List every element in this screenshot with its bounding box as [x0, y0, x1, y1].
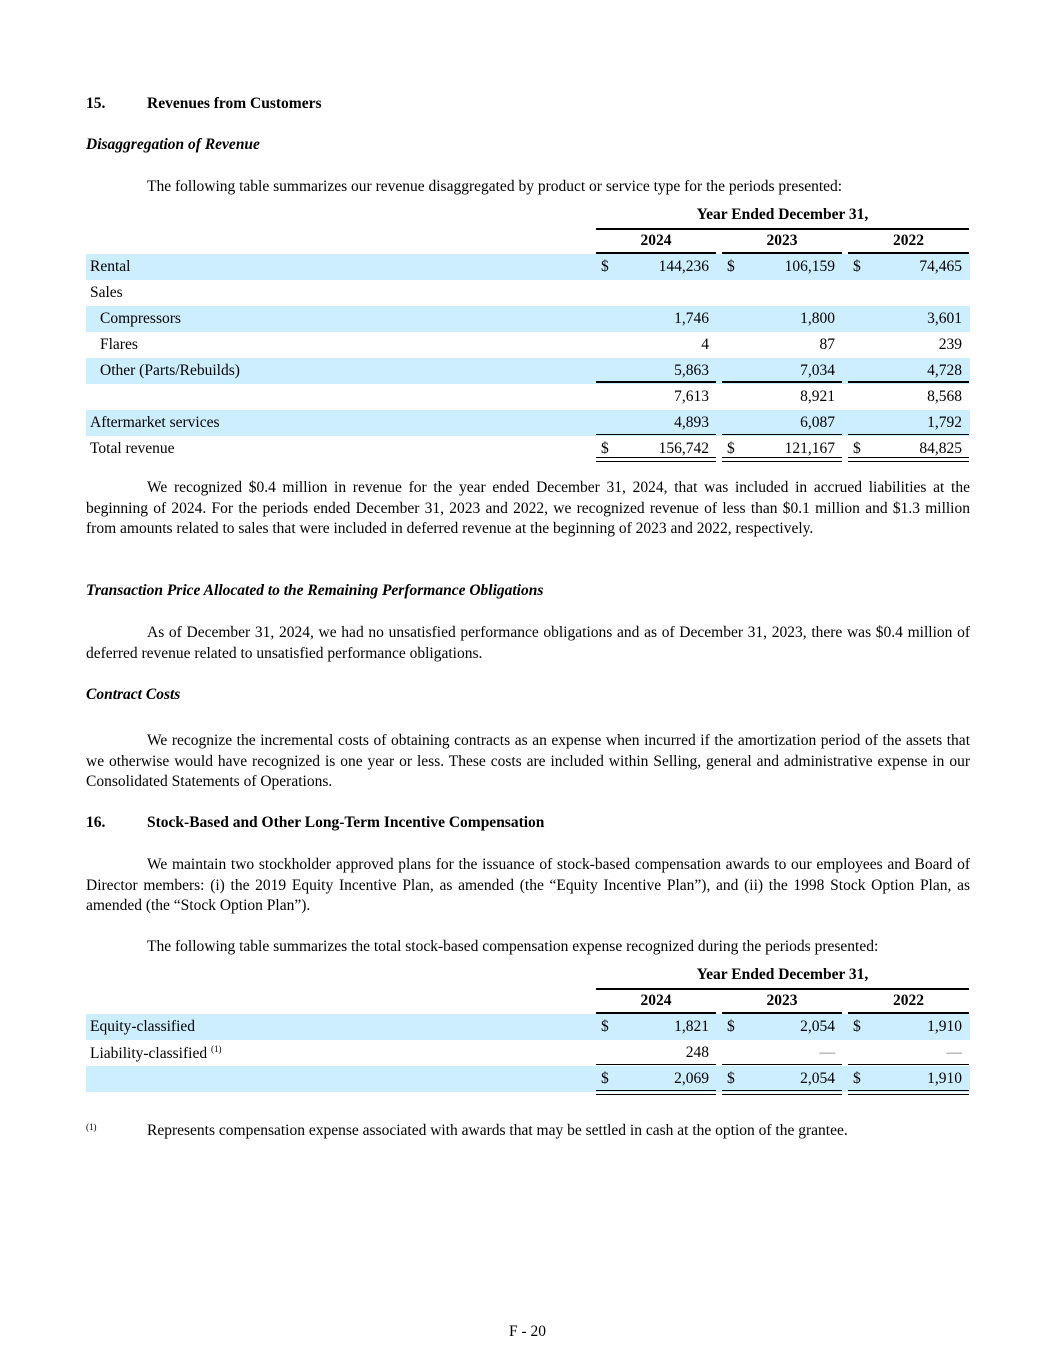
year-header: 2024 — [640, 232, 672, 249]
row-label: Rental — [90, 258, 131, 275]
currency-symbol: $ — [853, 440, 861, 457]
total-rule — [722, 434, 842, 435]
double-rule — [722, 1090, 842, 1095]
table-row — [86, 306, 970, 332]
table-row-subtotal — [86, 384, 970, 410]
page-number: F - 20 — [508, 1323, 547, 1340]
row-label: Liability-classified — [90, 1045, 208, 1063]
contract-costs-paragraph: We recognize the incremental costs of obtaining contracts as an expense when incurred if the amortization period of the assets that we otherwise would have recognized is one year or less. These costs are included within Selling, general and administrative expense in our Consolidated Statements of Operations. — [86, 732, 970, 790]
cell-value: 1,792 — [927, 414, 962, 431]
cell-value: 7,613 — [674, 388, 709, 405]
cell-value: 4 — [701, 336, 709, 353]
currency-symbol: $ — [727, 1018, 735, 1035]
total-rule — [596, 1064, 716, 1065]
currency-symbol: $ — [853, 258, 861, 275]
cell-value: 4,893 — [674, 414, 709, 431]
cell-value: 7,034 — [800, 362, 835, 379]
row-label: Aftermarket services — [90, 414, 220, 431]
double-rule — [596, 457, 716, 462]
table-row — [86, 254, 970, 280]
footnote-ref: (1) — [210, 1044, 222, 1054]
currency-symbol: $ — [727, 440, 735, 457]
row-label: Other (Parts/Rebuilds) — [100, 362, 240, 379]
total-rule — [848, 1064, 969, 1065]
cell-value: 144,236 — [658, 258, 709, 275]
revenue-table-intro: The following table summarizes our revenue disaggregated by product or service type for the periods presented: — [147, 178, 843, 195]
currency-symbol: $ — [601, 258, 609, 275]
section-15-number: 15. — [86, 95, 106, 112]
section-16-number: 16. — [86, 814, 106, 831]
currency-symbol: $ — [727, 1070, 735, 1087]
total-rule — [596, 434, 716, 435]
period-header: Year Ended December 31, — [696, 966, 869, 983]
cell-value: 74,465 — [919, 258, 962, 275]
cell-value: 1,910 — [927, 1070, 962, 1087]
cell-value: 248 — [685, 1044, 709, 1061]
year-header: 2023 — [766, 992, 798, 1009]
row-label: Equity-classified — [90, 1018, 196, 1035]
subtotal-rule — [596, 381, 716, 383]
year-header: 2022 — [893, 992, 924, 1009]
row-label-wrap — [90, 1044, 221, 1063]
cell-value: 1,746 — [674, 310, 709, 327]
period-header: Year Ended December 31, — [696, 206, 869, 223]
footnote-text: Represents compensation expense associated with awards that may be settled in cash at the option of the grantee. — [147, 1122, 848, 1139]
currency-symbol: $ — [727, 258, 735, 275]
cell-value: 6,087 — [800, 414, 835, 431]
currency-symbol: $ — [601, 440, 609, 457]
currency-symbol: $ — [601, 1070, 609, 1087]
row-label: Sales — [90, 284, 123, 301]
header-rule — [596, 228, 969, 230]
contract-costs-heading: Contract Costs — [86, 686, 181, 703]
cell-value: 239 — [938, 336, 962, 353]
header-rule — [596, 988, 969, 990]
row-label: Total revenue — [90, 440, 175, 457]
cell-value: 3,601 — [927, 310, 962, 327]
subtotal-rule — [722, 381, 842, 383]
cell-value: 2,054 — [800, 1018, 835, 1035]
double-rule — [848, 1090, 969, 1095]
year-header: 2023 — [766, 232, 798, 249]
double-rule — [596, 1090, 716, 1095]
table-row-total — [86, 1066, 970, 1092]
currency-symbol: $ — [853, 1018, 861, 1035]
compensation-table-intro: The following table summarizes the total stock-based compensation expense recognized during the periods presented: — [147, 938, 879, 955]
cell-value: — — [946, 1044, 962, 1061]
cell-value: 156,742 — [658, 440, 709, 457]
row-label: Compressors — [100, 310, 181, 327]
total-rule — [722, 1064, 842, 1065]
double-rule — [722, 457, 842, 462]
disaggregation-heading: Disaggregation of Revenue — [86, 136, 260, 153]
subtotal-rule — [848, 381, 969, 383]
cell-value: 1,910 — [927, 1018, 962, 1035]
cell-value: 8,568 — [927, 388, 962, 405]
table-row — [86, 332, 970, 358]
table-row — [86, 410, 970, 436]
year-header: 2024 — [640, 992, 672, 1009]
cell-value: 1,821 — [674, 1018, 709, 1035]
cell-value: 84,825 — [919, 440, 962, 457]
footnote-mark: (1) — [86, 1122, 97, 1132]
performance-obligations-paragraph: As of December 31, 2024, we had no unsatisfied performance obligations and as of December 31, 2023, there was $0.4 million of deferred revenue related to unsatisfied performance obligations. — [86, 624, 970, 662]
cell-value: 5,863 — [674, 362, 709, 379]
cell-value: 2,069 — [674, 1070, 709, 1087]
revenue-recognized-paragraph: We recognized $0.4 million in revenue for the year ended December 31, 2024, that was included in accrued liabilities at the beginning of 2024. For the periods ended December 31, 2023 and 2022, we recognized revenue of less than $0.1 million and $1.3 million from amounts related to sales that were included in deferred revenue at the beginning of 2023 and 2022, respectively. — [86, 479, 970, 537]
cell-value: 8,921 — [800, 388, 835, 405]
table-row — [86, 280, 970, 306]
cell-value: 2,054 — [800, 1070, 835, 1087]
currency-symbol: $ — [601, 1018, 609, 1035]
double-rule — [848, 457, 969, 462]
year-header: 2022 — [893, 232, 924, 249]
stock-plans-paragraph: We maintain two stockholder approved plans for the issuance of stock-based compensation awards to our employees and Board of Director members: (i) the 2019 Equity Incentive Plan, as amended (the “Equity Incentive Plan”), and (ii) the 1998 Stock Option Plan, as amended (the “Stock Option Plan”). — [86, 856, 970, 914]
transaction-price-heading: Transaction Price Allocated to the Remaining Performance Obligations — [86, 582, 544, 599]
table-row — [86, 1040, 970, 1066]
cell-value: 1,800 — [800, 310, 835, 327]
row-label: Flares — [100, 336, 138, 353]
cell-value: 106,159 — [784, 258, 835, 275]
cell-value: — — [819, 1044, 835, 1061]
currency-symbol: $ — [853, 1070, 861, 1087]
cell-value: 4,728 — [927, 362, 962, 379]
section-16-title: Stock-Based and Other Long-Term Incentive Compensation — [147, 814, 545, 831]
section-15-title: Revenues from Customers — [147, 95, 322, 112]
table-row — [86, 1014, 970, 1040]
cell-value: 87 — [819, 336, 835, 353]
cell-value: 121,167 — [784, 440, 835, 457]
total-rule — [848, 434, 969, 435]
